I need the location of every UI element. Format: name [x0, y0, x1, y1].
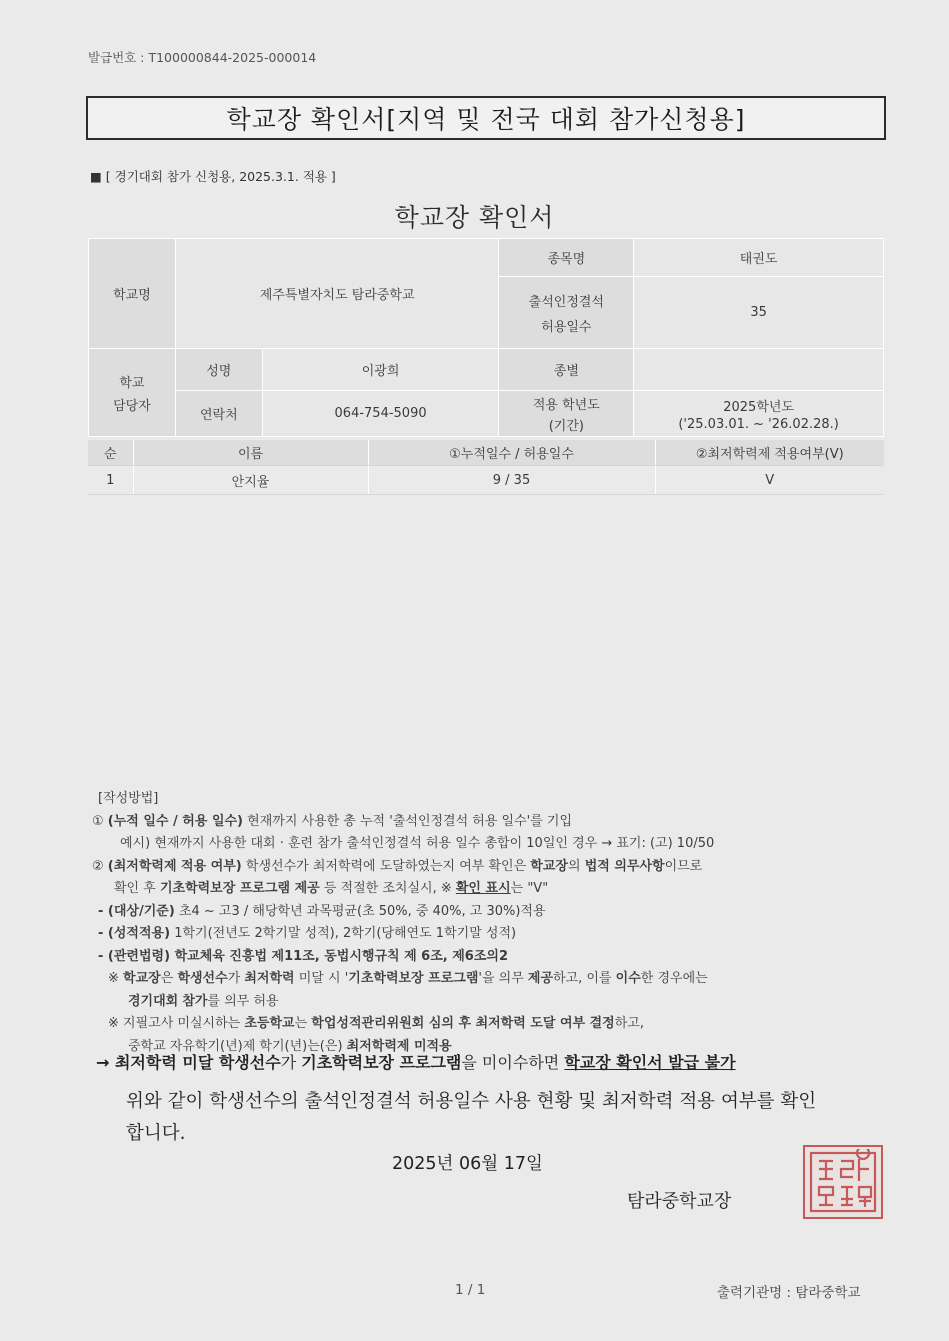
row-minimum: V [655, 466, 884, 495]
guide-l6-bold: - (성적적용) [98, 926, 171, 941]
guide-l8-j: 제공 [527, 971, 554, 986]
guide-l11-c: 최저학력제 미적용 [346, 1038, 452, 1054]
row-days: 9 / 35 [368, 466, 655, 495]
guide-l4-e: 는 "V" [510, 881, 549, 896]
guide-l10-f: 학업성적관리위원회 심의 후 최저학력 도달 여부 결정 [311, 1016, 615, 1031]
guide-l8-c: 은 [160, 971, 174, 986]
col-name-header: 이름 [133, 440, 368, 466]
guide-line-7 [92, 946, 714, 969]
school-name-label: 학교명 [89, 239, 176, 349]
guide-line-4 [92, 878, 714, 901]
warn-b: 가 [280, 1053, 297, 1072]
guide-l10-e: 는 [294, 1016, 308, 1031]
guide-l4-d: 확인 표시 [455, 881, 511, 896]
guide-l10-d: 초등학교 [244, 1016, 295, 1031]
year-period: ('25.03.01. ~ '26.02.28.) [678, 416, 839, 432]
mark-1: ① [92, 813, 104, 829]
year-label-line1: 적용 학년도 [532, 397, 600, 413]
guide-l5-rest: 초4 ~ 고3 / 해당학년 과목평균(초 50%, 중 40%, 고 30%)적용 [178, 903, 546, 919]
guide-l1-bold: (누적 일수 / 허용 일수) [107, 813, 243, 829]
guide-l11-a: 중학교 자유학기(년)제 학기(년) [128, 1038, 308, 1054]
guide-line-1 [92, 811, 714, 834]
form-title: 학교장 확인서 [394, 203, 555, 232]
guide-l5-bold: - (대상/기준) [98, 903, 175, 919]
guide-l8-h: 기초학력보장 프로그램 [348, 971, 479, 986]
guide-l8-a: ※ [108, 971, 119, 986]
guide-line-3 [92, 856, 714, 879]
manager-label-line2: 담당자 [113, 398, 151, 414]
absence-days-label-line2: 허용일수 [541, 319, 592, 335]
guide-l1-rest: 현재까지 사용한 총 누적 '출석인정결석 허용 일수'를 기입 [247, 813, 573, 829]
year-label [499, 391, 634, 437]
school-name: 제주특별자치도 탐라중학교 [175, 239, 499, 349]
absence-days-label [499, 277, 634, 349]
category-label: 종별 [499, 349, 634, 391]
year-label-line2: (기간) [548, 418, 584, 434]
issuer-name: 탐라중학교장 [627, 1191, 732, 1212]
guide-l8-i: '을 의무 [478, 971, 524, 986]
col-days-header: ①누적일수 / 허용일수 [368, 440, 655, 466]
mark-2: ② [92, 858, 104, 874]
guide-l8-f: 최저학력 [244, 971, 295, 986]
event-value: 태권도 [634, 239, 884, 277]
contact-label: 연락처 [175, 391, 262, 437]
absence-days-label-line1: 출석인정결석 [528, 294, 604, 310]
col-no-header: 순 [88, 440, 133, 466]
guide-line-9 [92, 991, 714, 1014]
guide-l3-c: 의 [567, 858, 581, 874]
warn-e: 하면 [528, 1053, 560, 1072]
output-organization: 출력기관명 : 탐라중학교 [717, 1285, 861, 1301]
guide-l4-c: 등 적절한 조치실시, ※ [323, 881, 452, 896]
manager-label [89, 349, 176, 437]
school-info-table [88, 238, 884, 437]
guide-l10-b: 지필고사 미실시 [123, 1016, 216, 1031]
issuance-warning [96, 1050, 736, 1073]
warn-d: 을 미이수 [461, 1053, 529, 1072]
guide-l6-rest: 1학기(전년도 2학기말 성적), 2학기(당해연도 1학기말 성적) [174, 926, 517, 941]
guide-line-5 [92, 901, 714, 924]
guide-l4-b: 기초학력보장 프로그램 제공 [159, 881, 320, 896]
guide-heading: [작성방법] [98, 791, 159, 806]
guide-line-10 [92, 1013, 714, 1036]
guide-l3-bold: (최저학력제 적용 여부) [107, 858, 242, 874]
guide-l4-a: 확인 후 [114, 881, 156, 896]
document-title [86, 96, 886, 140]
guide-l7-rest: 학교체육 진흥법 제11조, 동법시행규칙 제 6조, 제6조의2 [174, 948, 508, 964]
category-value [634, 349, 884, 391]
page-number: 1 / 1 [455, 1282, 486, 1298]
year-value-line1: 2025학년도 [723, 399, 794, 415]
guide-l8-d: 학생선수 [177, 971, 228, 986]
guide-l8-e: 가 [227, 971, 241, 986]
guide-line-2: 예시) 현재까지 사용한 대회 · 훈련 참가 출석인정결석 허용 일수 총합이 10일인 경우 → 표기: (고) 10/50 [120, 836, 715, 851]
school-seal-stamp [803, 1145, 883, 1219]
writing-guide [92, 788, 714, 1058]
warn-c: 기초학력보장 프로그램 [301, 1053, 462, 1072]
manager-name: 이광희 [262, 349, 499, 391]
absence-days-value: 35 [634, 277, 884, 349]
guide-l7-bold: - (관련법령) [98, 948, 171, 964]
guide-l8-g: 미달 시 ' [298, 971, 349, 986]
guide-l9-b: 참가 [182, 993, 208, 1009]
guide-l3-b: 학교장 [530, 858, 568, 874]
contact-value: 064-754-5090 [262, 391, 499, 437]
guide-l3-a: 학생선수가 최저학력에 도달하였는지 여부 확인은 [245, 858, 527, 874]
event-label: 종목명 [499, 239, 634, 277]
guide-l10-g: 하고, [614, 1016, 644, 1031]
guide-l9-c: 를 의무 허용 [207, 993, 279, 1009]
form-note: ■ [ 경기대회 참가 신청용, 2025.3.1. 적용 ] [90, 169, 336, 184]
guide-l11-b: 는(은) [307, 1038, 343, 1054]
guide-line-8 [92, 968, 714, 991]
guide-l3-e: 이므로 [664, 858, 703, 874]
row-no: 1 [88, 466, 133, 495]
confirmation-text: 위와 같이 학생선수의 출석인정결석 허용일수 사용 현황 및 최저학력 적용 여부를 확인합니다. [126, 1091, 817, 1144]
issue-number: 발급번호 : T100000844-2025-000014 [88, 50, 317, 65]
guide-l8-l: 이수 [615, 971, 641, 986]
guide-line-6 [92, 923, 714, 946]
warn-f: 학교장 확인서 발급 불가 [564, 1053, 736, 1072]
student-table [88, 440, 884, 495]
student-table-header [88, 440, 884, 466]
col-minimum-header: ②최저학력제 적용여부(V) [655, 440, 884, 466]
table-row [88, 466, 884, 495]
issue-date: 2025년 06월 17일 [392, 1154, 543, 1174]
guide-l3-d: 법적 의무사항 [584, 858, 665, 874]
name-label: 성명 [175, 349, 262, 391]
row-name: 안지율 [133, 466, 368, 495]
guide-l8-m: 한 경우에는 [640, 971, 708, 986]
warn-a: → 최저학력 미달 학생선수 [96, 1053, 281, 1072]
document-title-text: 학교장 확인서[지역 및 전국 대회 참가신청용] [226, 105, 746, 134]
year-value [634, 391, 884, 437]
seal-icon [807, 1149, 879, 1215]
guide-l8-b: 학교장 [123, 971, 161, 986]
guide-l10-a: ※ [108, 1016, 119, 1031]
guide-l9-a: 경기대회 [128, 993, 179, 1009]
guide-l10-c: 하는 [215, 1016, 241, 1031]
manager-label-line1: 학교 [119, 375, 145, 391]
guide-l8-k: 하고, 이를 [553, 971, 612, 986]
